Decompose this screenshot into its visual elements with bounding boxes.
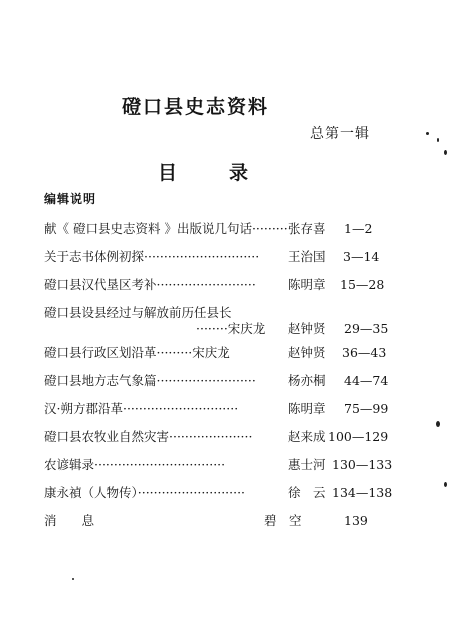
entry-author: 杨亦桐 xyxy=(288,373,326,388)
entry-pages: 1—2 xyxy=(344,221,373,236)
scan-speck xyxy=(426,132,429,135)
scan-speck xyxy=(444,150,447,155)
entry-author: 赵钟贤 xyxy=(288,345,326,360)
entry-author: 陈明章 xyxy=(288,277,326,292)
scan-speck xyxy=(72,578,74,580)
entry-title: 康永禎（人物传）··························· xyxy=(44,485,246,500)
entry-author: 赵钟贤 xyxy=(288,321,326,336)
toc-heading-char-2: 录 xyxy=(229,162,249,184)
entry-title: 磴口县汉代垦区考补························· xyxy=(44,277,256,292)
entry-title: 关于志书体例初探····························· xyxy=(44,249,260,264)
entry-pages: 3—14 xyxy=(343,249,380,264)
section-label: 编辑说明 xyxy=(44,192,97,206)
entry-pages: 100—129 xyxy=(328,429,389,444)
volume-label: 总第一辑 xyxy=(310,126,370,142)
entry-author: 赵来成 xyxy=(288,429,326,444)
entry-author: 碧 空 xyxy=(264,513,302,528)
entry-title: 磴口县行政区划沿革·········宋庆龙 xyxy=(44,345,230,360)
entry-title: 磴口县地方志气象篇························· xyxy=(44,373,256,388)
entry-author: 徐 云 xyxy=(288,485,326,500)
entry-title: 消 息 xyxy=(44,513,95,528)
entry-author: 张存喜 xyxy=(288,221,326,236)
entry-author: 王治国 xyxy=(288,249,326,264)
document-title: 磴口县史志资料 xyxy=(122,96,270,118)
entry-title: 磴口县设县经过与解放前历任县长 xyxy=(44,305,232,320)
entry-author: 陈明章 xyxy=(288,401,326,416)
scan-speck xyxy=(437,138,439,142)
entry-pages: 36—43 xyxy=(342,345,387,360)
scan-speck xyxy=(444,482,447,487)
toc-heading-char-1: 目 xyxy=(158,162,178,184)
entry-title: 献《 磴口县史志资料 》出版说几句话········· xyxy=(44,221,288,236)
entry-pages: 15—28 xyxy=(340,277,385,292)
entry-pages: 134—138 xyxy=(332,485,393,500)
scan-speck xyxy=(436,421,440,427)
entry-pages: 75—99 xyxy=(344,401,389,416)
entry-pages: 44—74 xyxy=(344,373,389,388)
entry-pages: 29—35 xyxy=(344,321,389,336)
entry-author: 惠士河 xyxy=(288,457,326,472)
entry-title: 磴口县农牧业自然灾害····················· xyxy=(44,429,253,444)
entry-title: 农谚辑录································· xyxy=(44,457,226,472)
entry-title: 汉·朔方郡沿革····························· xyxy=(44,401,239,416)
entry-subauthor: ········宋庆龙 xyxy=(196,321,266,336)
entry-pages: 139 xyxy=(344,513,368,528)
entry-pages: 130—133 xyxy=(332,457,393,472)
toc-heading xyxy=(158,158,248,185)
